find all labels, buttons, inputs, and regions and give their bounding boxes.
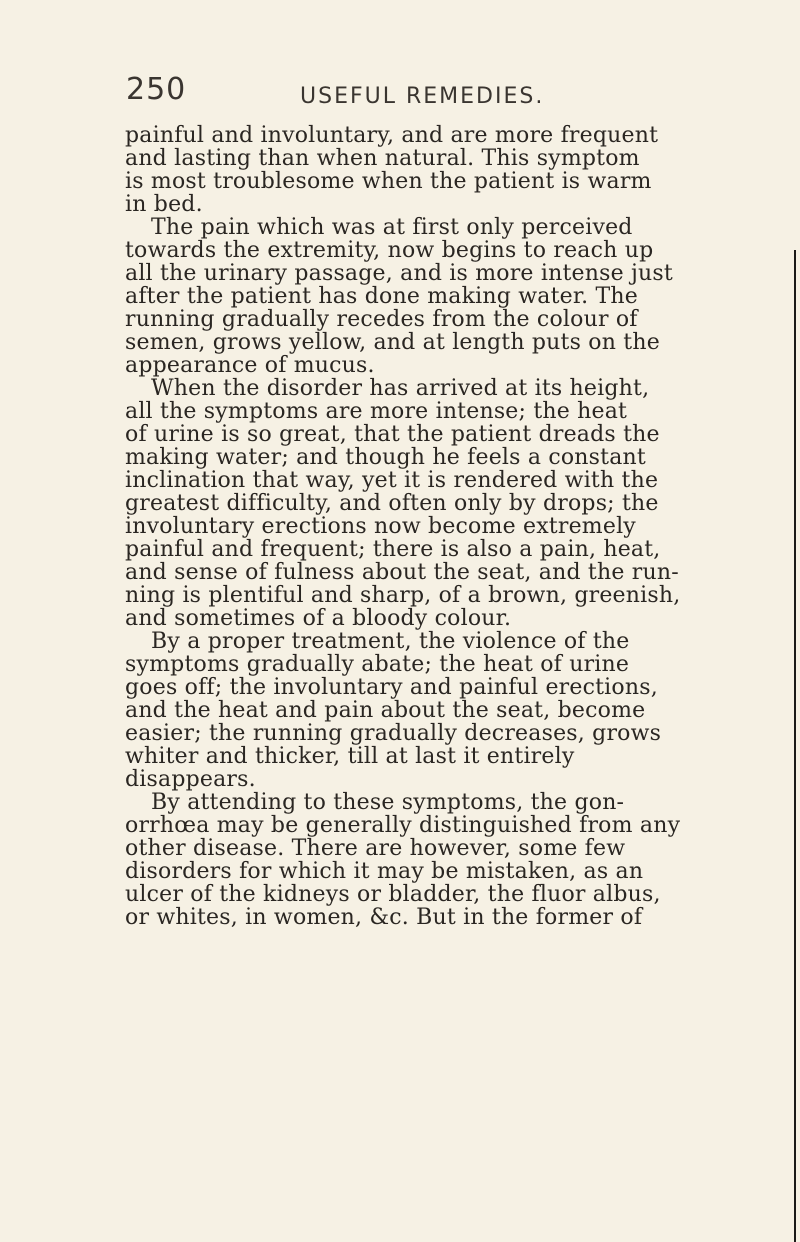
text-line: in bed. xyxy=(125,193,203,216)
text-line: greatest difficulty, and often only by drops; the xyxy=(125,492,659,515)
text-line: When the disorder has arrived at its height, xyxy=(151,377,650,400)
text-line: whiter and thicker, till at last it entirely xyxy=(125,745,575,768)
text-line: and the heat and pain about the seat, become xyxy=(125,699,646,722)
text-line: after the patient has done making water. The xyxy=(125,285,638,308)
text-line: towards the extremity, now begins to reach up xyxy=(125,239,654,262)
text-line: making water; and though he feels a constant xyxy=(125,446,646,469)
text-line: disorders for which it may be mistaken, as an xyxy=(125,860,644,883)
text-line: all the symptoms are more intense; the heat xyxy=(125,400,628,423)
text-line: painful and frequent; there is also a pain, heat, xyxy=(125,538,661,561)
text-line: orrhœa may be generally distinguished from any xyxy=(125,814,681,837)
text-line: ulcer of the kidneys or bladder, the fluor albus, xyxy=(125,883,661,906)
text-line: and lasting than when natural. This symptom xyxy=(125,147,640,170)
text-line: easier; the running gradually decreases, grows xyxy=(125,722,662,745)
running-head: USEFUL REMEDIES. xyxy=(300,84,545,109)
text-line: By attending to these symptoms, the gon- xyxy=(151,791,625,814)
text-line: or whites, in women, &c. But in the former of xyxy=(125,906,643,929)
text-line: all the urinary passage, and is more intense just xyxy=(125,262,673,285)
text-line: symptoms gradually abate; the heat of urine xyxy=(125,653,630,676)
page-edge-rule xyxy=(794,250,796,1242)
text-line: semen, grows yellow, and at length puts on the xyxy=(125,331,660,354)
text-line: and sometimes of a bloody colour. xyxy=(125,607,512,630)
text-line: involuntary erections now become extremely xyxy=(125,515,636,538)
text-line: and sense of fulness about the seat, and the run- xyxy=(125,561,679,584)
page-number: 250 xyxy=(126,72,187,107)
body-text xyxy=(125,124,775,929)
text-line: running gradually recedes from the colour of xyxy=(125,308,638,331)
text-line: By a proper treatment, the violence of the xyxy=(151,630,630,653)
text-line: appearance of mucus. xyxy=(125,354,375,377)
text-line: inclination that way, yet it is rendered with the xyxy=(125,469,659,492)
text-line: goes off; the involuntary and painful erections, xyxy=(125,676,658,699)
text-line: ning is plentiful and sharp, of a brown, greenish, xyxy=(125,584,681,607)
text-line: painful and involuntary, and are more frequent xyxy=(125,124,659,147)
text-line: The pain which was at first only perceived xyxy=(151,216,633,239)
text-line: disappears. xyxy=(125,768,256,791)
text-line: other disease. There are however, some few xyxy=(125,837,626,860)
text-line: of urine is so great, that the patient dreads the xyxy=(125,423,660,446)
text-line: is most troublesome when the patient is warm xyxy=(125,170,652,193)
